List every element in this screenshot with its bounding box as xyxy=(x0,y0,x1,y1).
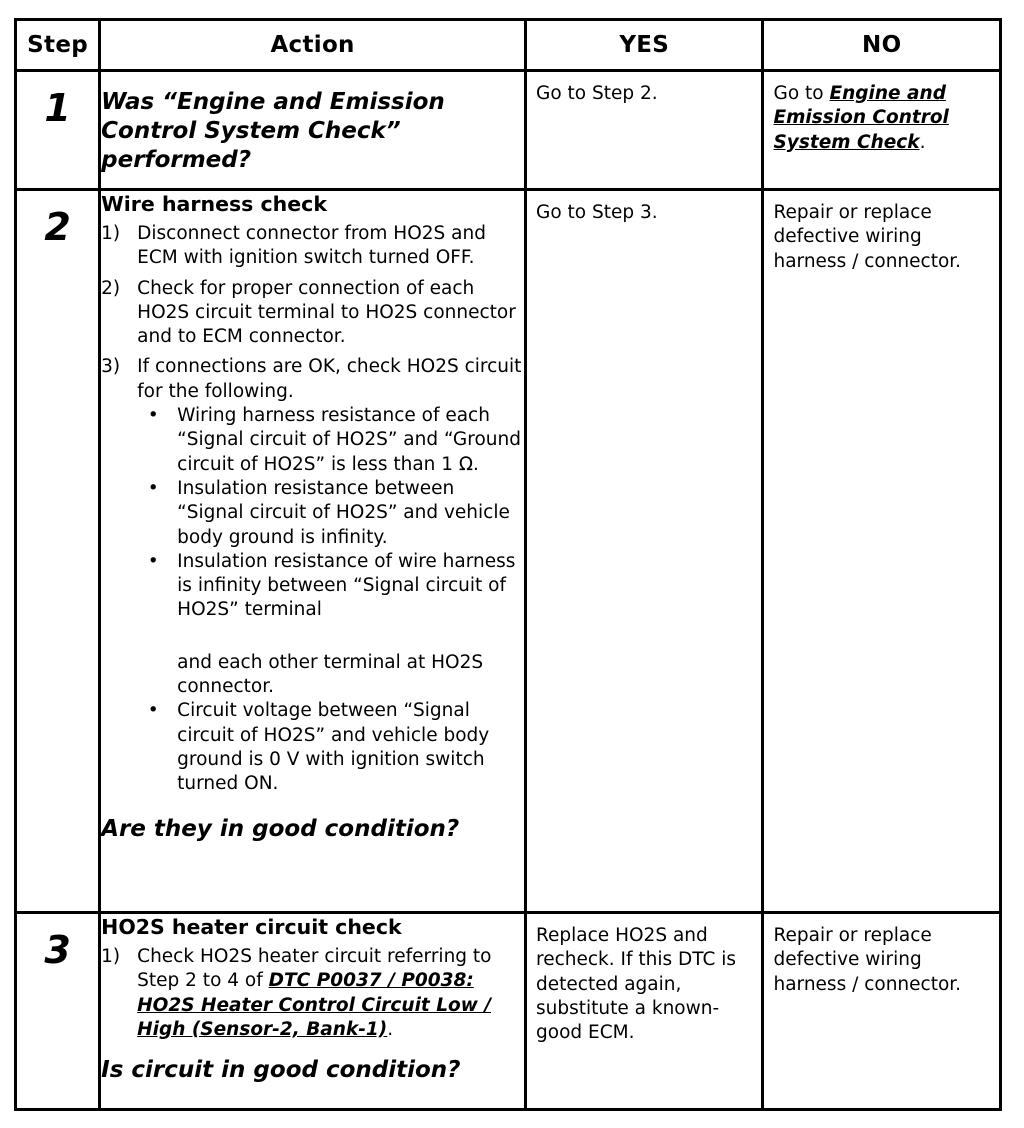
sub-step-text: Disconnect connector from HO2S and ECM with ignition switch turned OFF. xyxy=(137,223,486,269)
no-cell xyxy=(763,71,1001,190)
step-heading: HO2S heater circuit check xyxy=(101,915,402,939)
header-step: Step xyxy=(16,20,100,71)
action-cell xyxy=(100,913,526,1110)
no-cell xyxy=(763,913,1001,1110)
bullet-glyph: • xyxy=(147,405,159,427)
sub-step-list xyxy=(101,222,524,797)
bullet-text-continued: and each other terminal at HO2S connector. xyxy=(177,651,484,698)
yes-cell xyxy=(526,190,763,913)
step-number-cell xyxy=(16,190,100,913)
yes-text: Go to Step 3. xyxy=(536,202,658,223)
bullet-item xyxy=(139,404,524,477)
sub-step-list xyxy=(101,945,524,1042)
bullet-text-block xyxy=(167,550,524,699)
no-text xyxy=(764,72,999,155)
bullet-item xyxy=(139,477,524,550)
no-suffix: . xyxy=(919,131,926,153)
step-number-cell xyxy=(16,913,100,1110)
bullet-text: Wiring harness resistance of each “Signal circuit of HO2S” and “Ground circuit of HO2S” is less than 1 Ω. xyxy=(177,405,521,475)
no-text: Repair or replace defective wiring harness / connector. xyxy=(773,925,962,995)
sub-step xyxy=(101,277,524,350)
action-cell xyxy=(100,71,526,190)
bullet-text: Circuit voltage between “Signal circuit of HO2S” and vehicle body ground is 0 V with ignition switch turned ON. xyxy=(177,700,490,795)
step-number: 1 xyxy=(44,86,71,130)
step-row-3 xyxy=(16,913,1001,1110)
sub-step-text: If connections are OK, check HO2S circuit for the following. xyxy=(137,356,522,402)
step-row-1 xyxy=(16,71,1001,190)
header-no: NO xyxy=(763,20,1001,71)
sub-step xyxy=(101,945,524,1042)
sub-step-suffix: . xyxy=(387,1018,394,1040)
yes-cell xyxy=(526,71,763,190)
bullet-text: Insulation resistance between “Signal circuit of HO2S” and vehicle body ground is infinity. xyxy=(177,477,510,548)
step-question: Are they in good condition? xyxy=(101,815,460,842)
sub-step-text: Check for proper connection of each HO2S circuit terminal to HO2S connector and to ECM connector. xyxy=(137,277,516,348)
yes-text: Go to Step 2. xyxy=(536,83,658,104)
diagnostic-table xyxy=(14,18,1002,1111)
no-prefix: Go to xyxy=(773,83,830,104)
bullet-glyph: • xyxy=(147,700,159,722)
blank-gap xyxy=(177,623,524,651)
step-question: Was “Engine and Emission Control System Check” performed? xyxy=(101,89,445,173)
bullet-text: Insulation resistance of wire harness is infinity between “Signal circuit of HO2S” terminal xyxy=(177,550,516,621)
sub-step-number: 1) xyxy=(101,946,121,967)
sub-step xyxy=(101,222,524,271)
engine-emission-check-link[interactable]: Engine and Emission Control System Check xyxy=(773,83,949,153)
header-action: Action xyxy=(100,20,526,71)
step-heading: Wire harness check xyxy=(101,192,327,216)
yes-cell xyxy=(526,913,763,1110)
yes-text: Replace HO2S and recheck. If this DTC is detected again, substitute a known-good ECM. xyxy=(536,925,737,1044)
sub-step-body xyxy=(137,355,524,796)
sub-step-number: 1) xyxy=(101,223,121,244)
header-row xyxy=(16,20,1001,71)
dtc-p0037-link[interactable]: DTC P0037 / P0038: HO2S Heater Control Circuit Low / High (Sensor-2, Bank-1) xyxy=(137,970,491,1040)
sub-step-text xyxy=(137,945,524,1042)
sub-step-prefix: Check HO2S heater circuit referring to Step 2 to 4 of xyxy=(137,946,492,992)
sub-step-number: 2) xyxy=(101,277,121,299)
bullet-glyph: • xyxy=(147,550,159,572)
step-number: 3 xyxy=(44,928,71,972)
step-number-cell xyxy=(16,71,100,190)
bullet-item xyxy=(139,699,524,796)
no-cell xyxy=(763,190,1001,913)
bullet-glyph: • xyxy=(147,477,159,499)
bullet-item xyxy=(139,550,524,699)
step-number: 2 xyxy=(44,205,71,249)
sub-step-number: 3) xyxy=(101,356,121,378)
step-question: Is circuit in good condition? xyxy=(101,1057,461,1084)
sub-step xyxy=(101,355,524,796)
step-row-2 xyxy=(16,190,1001,913)
no-text: Repair or replace defective wiring harness / connector. xyxy=(773,202,962,272)
header-yes: YES xyxy=(526,20,763,71)
action-cell xyxy=(100,190,526,913)
